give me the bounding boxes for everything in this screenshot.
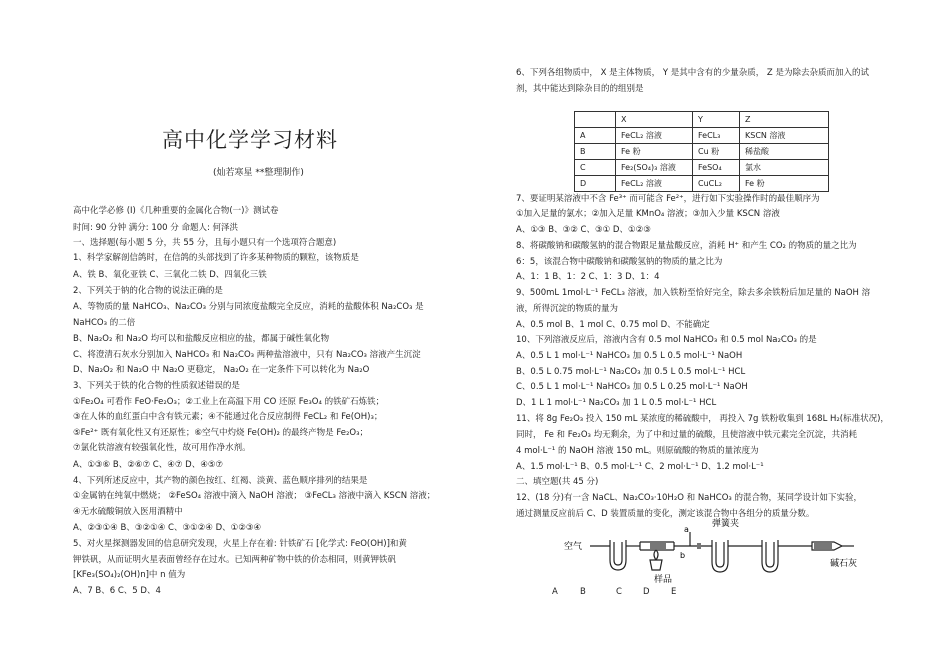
right-line: 二、填空题(共 45 分) [516,477,599,487]
table-cell: FeCL₂ 溶液 [616,128,693,144]
table-cell: Fe 粉 [740,176,829,192]
right-line: ①加入足量的氯水；②加入足量 KMnO₄ 溶液；③加入少量 KSCN 溶液 [516,209,780,219]
apparatus-letter: D [643,587,650,597]
right-line: A、①③ B、③② C、③① D、①②③ [516,225,651,235]
right-line: A、1：1 B、1：2 C、1：3 D、1：4 [516,272,660,282]
table-cell: B [575,144,616,160]
table-cell: KSCN 溶液 [740,128,829,144]
left-line: 2、下列关于钠的化合物的说法正确的是 [73,286,223,296]
right-line: 8、将碳酸钠和碳酸氢钠的混合物跟足量盐酸反应，消耗 H⁺ 和产生 CO₂ 的物质的量之比为 [516,241,857,251]
table-cell: Y [693,112,740,128]
right-line: 通过测量反应前后 C、D 装置质量的变化，测定该混合物中各组分的质量分数。 [516,509,815,519]
apparatus-letter: E [671,587,677,597]
left-line: 一、选择题(每小题 5 分，共 55 分，且每小题只有一个选项符合题意) [73,238,337,248]
right-line: 剂，其中能达到除杂目的的组别是 [516,84,644,94]
document-title: 高中化学学习材料 [162,128,338,152]
left-line: 1、科学家解剖信鸽时，在信鸽的头部找到了许多某种物质的颗粒，该物质是 [73,253,359,263]
left-line: ⑦氯化铁溶液有较强氧化性，故可用作净水剂。 [73,443,251,453]
right-line: 11、将 8g Fe₂O₃ 投入 150 mL 某浓度的稀硫酸中， 再投入 7g 铁粉收集到 168L H₂(标准状况)， [516,414,889,424]
table-row [575,176,829,192]
table-cell [575,112,616,128]
left-line: B、Na₂O₂ 和 Na₂O 均可以和盐酸反应相应的盐，都属于碱性氧化物 [73,334,330,344]
left-line: C、将澄清石灰水分别加入 NaHCO₃ 和 Na₂CO₃ 两种盐溶液中，只有 Na₂CO₃ 溶液产生沉淀 [73,350,421,360]
right-line: 4 mol·L⁻¹ 的 NaOH 溶液 150 mL。则原硫酸的物质的量浓度为 [516,446,759,456]
table-cell: Fe 粉 [616,144,693,160]
label-soda-lime: 碱石灰 [830,559,858,569]
right-line: A、0.5 L 1 mol·L⁻¹ NaHCO₃ 加 0.5 L 0.5 mol·L⁻¹ NaOH [516,351,743,361]
left-line: 时间: 90 分钟 满分: 100 分 命题人: 何泽洪 [73,223,239,233]
left-line: A、铁 B、氧化亚铁 C、三氧化二铁 D、四氧化三铁 [73,270,267,280]
right-line: A、1.5 mol·L⁻¹ B、0.5 mol·L⁻¹ C、2 mol·L⁻¹ D、1.2 mol·L⁻¹ [516,462,764,472]
table-cell: FeCL₃ [693,128,740,144]
label-clamp: 弹簧夹 [712,519,740,529]
right-line: 10、下列溶液反应后，溶液内含有 0.5 mol NaHCO₃ 和 0.5 mol Na₂CO₃ 的是 [516,335,817,345]
left-line: [KFe₃(SO₄)₂(OH)n]中 n 值为 [73,570,186,580]
table-cell: 稀盐酸 [740,144,829,160]
left-line: A、7 B、6 C、5 D、4 [73,586,161,596]
left-line: A、等物质的量 NaHCO₃、Na₂CO₃ 分别与同浓度盐酸完全反应，消耗的盐酸体积 Na₂CO₃ 是 [73,302,424,312]
table-row [575,144,829,160]
left-line: ④无水硫酸铜放入医用酒精中 [73,507,183,517]
left-line: ①Fe₂O₄ 可看作 FeO·Fe₂O₃；②工业上在高温下用 CO 还原 Fe₃O₄ 的铁矿石炼铁； [73,397,385,407]
apparatus-letter: A [552,587,558,597]
apparatus-letter: B [580,587,586,597]
left-line: D、Na₂O₂ 和 Na₂O 中 Na₂O 更稳定， Na₂O₂ 在一定条件下可以转化为 Na₂O [73,365,370,375]
left-line: NaHCO₃ 的二倍 [73,318,136,328]
left-line: 3、下列关于铁的化合物的性质叙述错误的是 [73,381,240,391]
apparatus-diagram [562,512,882,592]
options-table [574,111,829,192]
right-line: 同时， Fe 和 Fe₂O₃ 均无剩余，为了中和过量的硫酸，且使溶液中铁元素完全沉淀，共消耗 [516,430,858,440]
left-line: ①金属钠在纯氧中燃烧； ②FeSO₄ 溶液中滴入 NaOH 溶液； ③FeCL₃ 溶液中滴入 KSCN 溶液； [73,491,436,501]
right-line: C、0.5 L 1 mol·L⁻¹ NaHCO₃ 加 0.5 L 0.25 mol·L⁻¹ NaOH [516,382,748,392]
right-line: 7、要证明某溶液中不含 Fe³⁺ 而可能含 Fe²⁺，进行如下实验操作时的最佳顺序为 [516,194,820,204]
left-line: 4、下列所述反应中，其产物的颜色按红、红褐、淡黄、蓝色顺序排列的结果是 [73,476,368,486]
left-line: 钾铁矾，从而证明火星表面曾经存在过水。已知两种矿物中铁的价态相同，则黄钾铁矾 [73,555,397,565]
right-line: 6：5，该混合物中碳酸钠和碳酸氢钠的物质的量之比为 [516,257,723,267]
left-line: ⑤Fe²⁺ 既有氧化性又有还原性；⑥空气中灼烧 Fe(OH)₂ 的最终产物是 Fe₂O₃； [73,428,369,438]
table-row [575,112,829,128]
label-b: b [680,551,686,560]
table-cell: FeSO₄ [693,160,740,176]
table-row [575,160,829,176]
table-cell: Z [740,112,829,128]
table-cell: C [575,160,616,176]
label-air: 空气 [564,542,583,552]
right-line: B、0.5 L 0.75 mol·L⁻¹ Na₂CO₃ 加 0.5 L 0.5 mol·L⁻¹ HCL [516,367,746,377]
label-a: a [684,525,689,534]
left-line: 5、对火星探测器发回的信息研究发现，火星上存在着: 针铁矿石 [化学式: FeO(OH)]和黄 [73,539,407,549]
right-line: 液，所得沉淀的物质的量为 [516,304,619,314]
left-line: 高中化学必修 (I)《几种重要的金属化合物(一)》测试卷 [73,206,279,216]
left-line: A、②③①④ B、③②①④ C、③①②④ D、①②③④ [73,523,262,533]
document-subtitle: (灿若寒星 **整理制作) [213,168,304,178]
right-line: 9、500mL 1mol·L⁻¹ FeCL₃ 溶液，加入铁粉至恰好完全，除去多余铁粉后加足量的 NaOH 溶 [516,288,871,298]
table-cell: CuCL₂ [693,176,740,192]
right-line: A、0.5 mol B、1 mol C、0.75 mol D、不能确定 [516,320,710,330]
table-cell: FeCL₂ 溶液 [616,176,693,192]
table-cell: A [575,128,616,144]
table-cell: X [616,112,693,128]
table-row [575,128,829,144]
table-cell: 氯水 [740,160,829,176]
label-sample: 样品 [654,575,673,585]
left-line: ③在人体的血红蛋白中含有铁元素；④不能通过化合反应制得 FeCL₂ 和 Fe(OH)₃； [73,412,383,422]
right-line: 6、下列各组物质中， X 是主体物质， Y 是其中含有的少量杂质， Z 是为除去杂质而加入的试 [516,68,869,78]
right-line: 12、(18 分)有一含 NaCL、Na₂CO₃·10H₂O 和 NaHCO₃ 的混合物，某同学设计如下实验， [516,493,863,503]
table-cell: Cu 粉 [693,144,740,160]
table-cell: D [575,176,616,192]
right-line: D、1 L 1 mol·L⁻¹ Na₂CO₃ 加 1 L 0.5 mol·L⁻¹ HCL [516,398,717,408]
table-cell: Fe₂(SO₄)₃ 溶液 [616,160,693,176]
apparatus-letter: C [616,587,622,597]
left-line: A、①③⑥ B、②⑥⑦ C、④⑦ D、④⑤⑦ [73,460,224,470]
